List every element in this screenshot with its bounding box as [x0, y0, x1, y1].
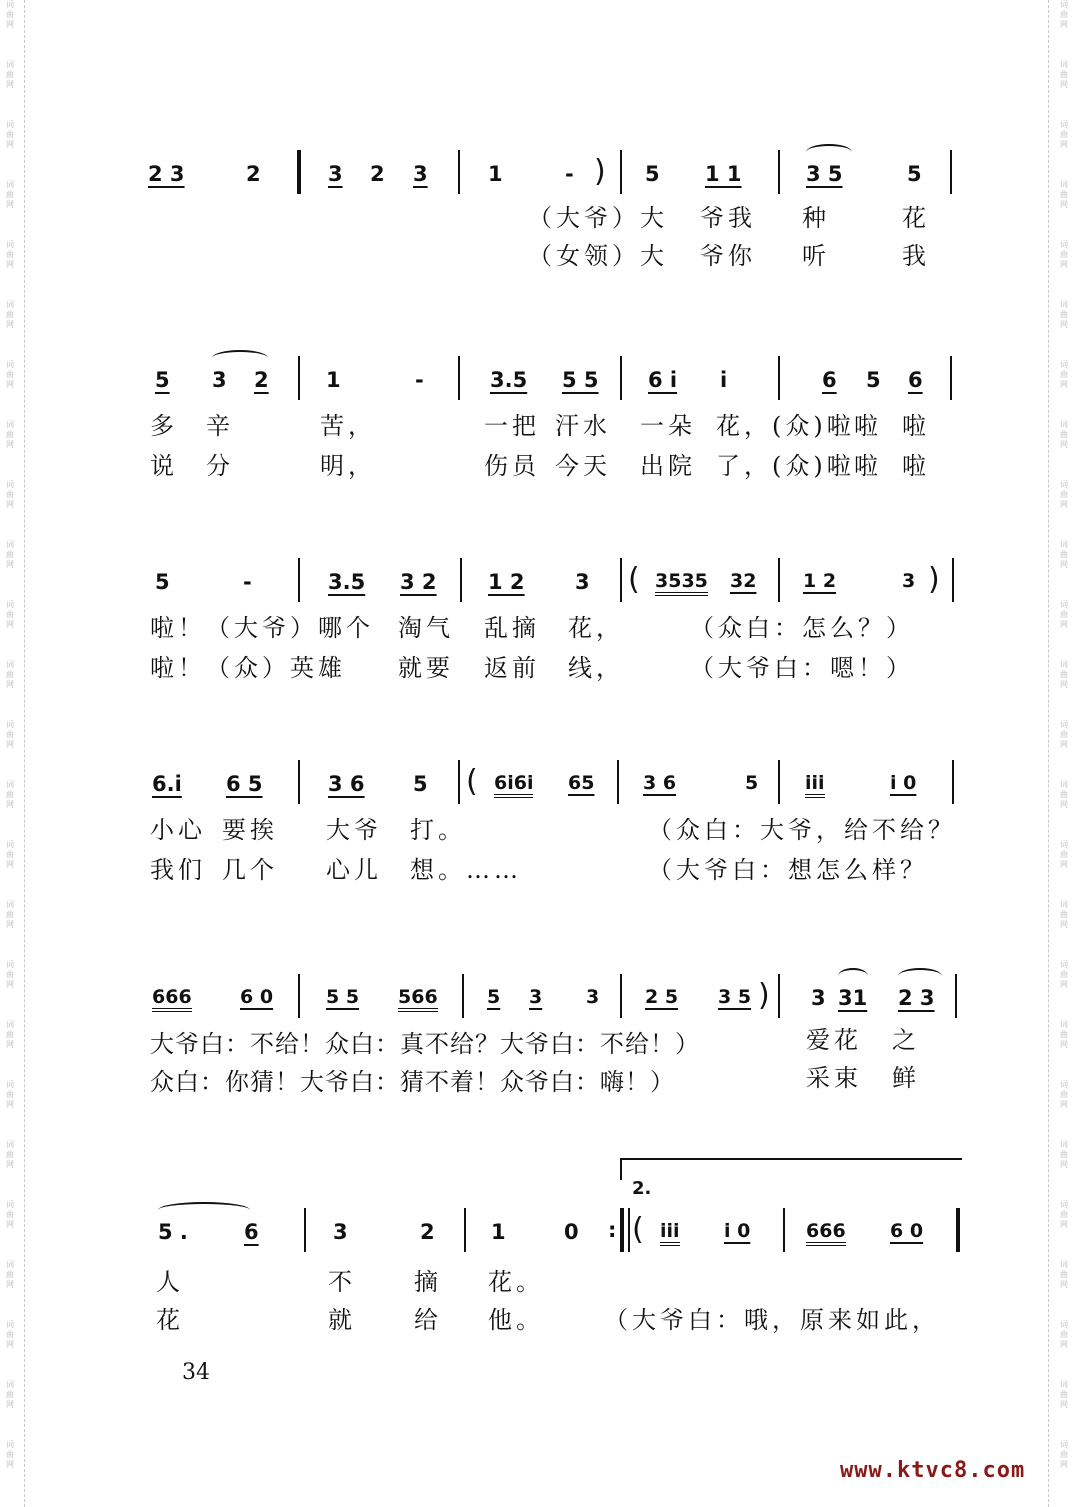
note: 3 [212, 368, 227, 392]
note: 6 0 [240, 986, 274, 1008]
note: 3 [586, 986, 600, 1008]
lyric: 啦 [902, 412, 930, 440]
note: 0 [564, 1220, 579, 1244]
lyric: 出院 [640, 452, 696, 480]
lyric: （女领）大 [528, 242, 668, 270]
note: 3 6 [328, 772, 365, 796]
margin-watermark-text: 词 曲 网 [6, 600, 14, 629]
repeat-barline [620, 1208, 624, 1252]
lyric: （众白：大爷，给不给？ [648, 816, 956, 844]
slur [838, 968, 868, 984]
margin-watermark-text: 词 曲 网 [6, 780, 14, 809]
note: 3 2 [400, 570, 437, 594]
open-paren: ( [466, 764, 478, 799]
lyric: 几个 [222, 856, 278, 884]
lyric: 啦！（众）英雄 [150, 654, 346, 682]
margin-watermark-text: 词 曲 网 [1060, 1320, 1068, 1349]
note: 5 [866, 368, 881, 392]
lyric: 明， [320, 452, 376, 480]
note: 6 0 [890, 1220, 924, 1242]
barline [304, 1208, 306, 1252]
barline [462, 974, 464, 1018]
note: 3 [902, 570, 916, 592]
margin-watermark-text: 词 曲 网 [1060, 660, 1068, 689]
lyric: 花 [156, 1306, 184, 1334]
margin-watermark-text: 词 曲 网 [6, 240, 14, 269]
note: 1 2 [803, 570, 837, 592]
barline [778, 150, 780, 194]
margin-watermark-text: 词 曲 网 [6, 300, 14, 329]
margin-watermark-text: 词 曲 网 [6, 840, 14, 869]
lyric: （大爷白：嗯！） [690, 654, 914, 682]
margin-watermark-text: 词 曲 网 [6, 660, 14, 689]
lyric: 花。 [488, 1268, 544, 1296]
note: 5 5 [326, 986, 360, 1008]
note: 5 [155, 570, 170, 594]
margin-watermark-text: 词 曲 网 [1060, 120, 1068, 149]
lyric: 汗水 [555, 412, 611, 440]
note: 3 [413, 162, 428, 186]
note: 6.i [152, 772, 182, 796]
lyric: 分 [206, 452, 234, 480]
lyric: 小心 [150, 816, 206, 844]
lyric: 我们 [150, 856, 206, 884]
lyric: 一朵 [640, 412, 696, 440]
margin-watermark-text: 词 曲 网 [6, 480, 14, 509]
note: 3 [811, 986, 826, 1010]
note: 6 i [648, 368, 678, 392]
system-4 [0, 764, 1074, 922]
margin-watermark-text: 词 曲 网 [1060, 720, 1068, 749]
margin-watermark-text: 词 曲 网 [6, 1020, 14, 1049]
lyric: 大爷 [326, 816, 382, 844]
barline [955, 974, 957, 1018]
note: 6i6i [494, 772, 533, 798]
margin-watermark-text: 词 曲 网 [1060, 900, 1068, 929]
note: 6 [908, 368, 923, 392]
site-watermark: www.ktvc8.com [840, 1458, 1026, 1483]
lyric: 苦， [320, 412, 376, 440]
note: i [720, 368, 728, 392]
lyric: 不 [328, 1268, 356, 1296]
margin-watermark-text: 词 曲 网 [1060, 960, 1068, 989]
note: 566 [398, 986, 438, 1012]
margin-watermark-text: 词 曲 网 [1060, 600, 1068, 629]
barline [620, 356, 622, 400]
note: 2 [246, 162, 261, 186]
note: 6 5 [226, 772, 263, 796]
margin-watermark-text: 词 曲 网 [1060, 360, 1068, 389]
margin-watermark-text: 词 曲 网 [6, 1320, 14, 1349]
lyric: 就 [328, 1306, 356, 1334]
note: 31 [838, 986, 868, 1010]
lyric: 爷我 [700, 204, 756, 232]
note: iii [805, 772, 825, 798]
lyric: 花，(众)啦 [716, 412, 855, 440]
lyric: （大爷白：哦，原来如此， [604, 1306, 940, 1334]
note: 32 [730, 570, 757, 592]
note: 2 [420, 1220, 435, 1244]
lyric: 花 [902, 204, 930, 232]
margin-watermark-text: 词 曲 网 [1060, 420, 1068, 449]
note: 3 [333, 1220, 348, 1244]
margin-watermark-text: 词 曲 网 [6, 900, 14, 929]
margin-watermark-text: 词 曲 网 [1060, 240, 1068, 269]
lyric: 就要 [398, 654, 454, 682]
lyric: 辛 [206, 412, 234, 440]
margin-watermark-text: 词 曲 网 [1060, 0, 1068, 29]
note: 5 [645, 162, 660, 186]
margin-watermark-text: 词 曲 网 [6, 180, 14, 209]
margin-watermark-text: 词 曲 网 [6, 420, 14, 449]
note: iii [660, 1220, 680, 1246]
barline [458, 760, 460, 804]
barline [298, 356, 300, 400]
close-paren: ) [758, 978, 770, 1013]
lyric: 今天 [555, 452, 611, 480]
note: 1 [491, 1220, 506, 1244]
lyric: 种 [802, 204, 830, 232]
margin-watermark-text: 词 曲 网 [6, 1140, 14, 1169]
note: 65 [568, 772, 595, 794]
note: 5 . [158, 1220, 188, 1244]
lyric: 了，(众)啦 [716, 452, 855, 480]
lyric: 他。 [488, 1306, 544, 1334]
margin-watermark-text: 词 曲 网 [6, 1080, 14, 1109]
margin-watermark-text: 词 曲 网 [1060, 1140, 1068, 1169]
barline [778, 974, 780, 1018]
note: 3 [529, 986, 543, 1008]
lyric: 啦 [854, 412, 882, 440]
barline [778, 760, 780, 804]
note: 5 [487, 986, 501, 1008]
margin-watermark-text: 词 曲 网 [1060, 480, 1068, 509]
margin-watermark-text: 词 曲 网 [6, 540, 14, 569]
barline [617, 760, 619, 804]
margin-watermark-text: 词 曲 网 [6, 360, 14, 389]
barline [956, 1208, 960, 1252]
margin-watermark-text: 词 曲 网 [1060, 1080, 1068, 1109]
slur [212, 350, 268, 366]
lyric: 啦 [902, 452, 930, 480]
note: 2 [254, 368, 269, 392]
lyric: 之 [892, 1026, 920, 1054]
margin-watermark-text: 词 曲 网 [6, 1200, 14, 1229]
lyric: 花， [568, 614, 624, 642]
lyric: （众白：怎么？） [690, 614, 914, 642]
note: 3 6 [643, 772, 677, 794]
barline [298, 760, 300, 804]
lyric: 淘气 [398, 614, 454, 642]
lyric: 我 [902, 242, 930, 270]
lyric: 人 [156, 1268, 184, 1296]
barline [458, 150, 460, 194]
note: 3 [575, 570, 590, 594]
system-5 [0, 978, 1074, 1136]
slur [158, 1202, 250, 1218]
note: 1 1 [705, 162, 742, 186]
margin-watermark-text: 词 曲 网 [1060, 1380, 1068, 1409]
note: 1 [326, 368, 341, 392]
note: 3.5 [490, 368, 528, 392]
margin-watermark-text: 词 曲 网 [6, 120, 14, 149]
lyric: 摘 [414, 1268, 442, 1296]
system-3 [0, 562, 1074, 720]
note: - [243, 570, 252, 594]
margin-watermark-text: 词 曲 网 [1060, 1260, 1068, 1289]
barline [458, 356, 460, 400]
note: 3 [328, 162, 343, 186]
open-paren: ( [628, 562, 640, 597]
note: 666 [806, 1220, 846, 1246]
lyric: 一把 [484, 412, 540, 440]
barline [783, 1208, 785, 1252]
note: 5 [155, 368, 170, 392]
note: i 0 [890, 772, 917, 794]
note: 3.5 [328, 570, 366, 594]
margin-watermark-text: 词 曲 网 [6, 720, 14, 749]
barline [298, 558, 300, 602]
margin-watermark-text: 词 曲 网 [1060, 780, 1068, 809]
margin-watermark-text: 词 曲 网 [1060, 60, 1068, 89]
barline [778, 558, 780, 602]
note: - [415, 368, 424, 392]
lyric: （大爷）大 [528, 204, 668, 232]
note: 5 [907, 162, 922, 186]
margin-watermark-text: 词 曲 网 [6, 0, 14, 29]
lyric: 众白：你猜！大爷白：猜不着！众爷白：嗨！） [150, 1068, 675, 1096]
barline [952, 760, 954, 804]
barline [952, 558, 954, 602]
margin-watermark-text: 词 曲 网 [1060, 1020, 1068, 1049]
barline [464, 1208, 466, 1252]
lyric: 爷你 [700, 242, 756, 270]
margin-watermark-text: 词 曲 网 [1060, 840, 1068, 869]
system-1 [0, 154, 1074, 312]
lyric: （大爷白：想怎么样？ [648, 856, 928, 884]
lyric: 鲜 [892, 1064, 920, 1092]
note: 2 3 [148, 162, 185, 186]
note: - [565, 162, 574, 186]
lyric: 大爷白：不给！众白：真不给？大爷白：不给！） [150, 1030, 700, 1058]
lyric: 啦！（大爷）哪个 [150, 614, 374, 642]
note: 6 [244, 1220, 259, 1244]
lyric: 说 [150, 452, 178, 480]
open-paren: ( [632, 1212, 644, 1247]
barline [298, 974, 300, 1018]
lyric: 要挨 [222, 816, 278, 844]
margin-watermark-text: 词 曲 网 [6, 1260, 14, 1289]
lyric: 听 [802, 242, 830, 270]
barline [620, 150, 622, 194]
margin-watermark-text: 词 曲 网 [1060, 300, 1068, 329]
note: 6 [822, 368, 837, 392]
note: 1 [488, 162, 503, 186]
slur [806, 144, 852, 160]
lyric: 啦 [854, 452, 882, 480]
barline [297, 150, 301, 194]
margin-watermark-text: 词 曲 网 [6, 60, 14, 89]
lyric: 多 [150, 412, 178, 440]
note: 1 2 [488, 570, 525, 594]
margin-watermark-text: 词 曲 网 [1060, 1200, 1068, 1229]
volta-bracket [620, 1158, 962, 1180]
note: 2 [370, 162, 385, 186]
page-number: 34 [182, 1360, 210, 1385]
note: 5 [413, 772, 428, 796]
barline [950, 356, 952, 400]
margin-watermark-text: 词 曲 网 [6, 1380, 14, 1409]
note: 3 5 [718, 986, 752, 1008]
close-paren: ) [594, 154, 606, 189]
barline [628, 1208, 630, 1252]
close-paren: ) [928, 562, 940, 597]
note: i 0 [724, 1220, 751, 1242]
volta-label: 2. [632, 1178, 652, 1199]
lyric: 返前 [484, 654, 540, 682]
lyric: 心儿 [326, 856, 382, 884]
lyric: 给 [414, 1306, 442, 1334]
margin-watermark-text: 词 曲 网 [1060, 540, 1068, 569]
slur [898, 968, 942, 984]
margin-watermark-text: 词 曲 网 [1060, 1440, 1068, 1469]
note: 3535 [655, 570, 708, 596]
lyric: 乱摘 [484, 614, 540, 642]
barline [620, 974, 622, 1018]
margin-watermark-text: 词 曲 网 [1060, 180, 1068, 209]
lyric: 线， [568, 654, 624, 682]
system-2 [0, 368, 1074, 518]
barline [778, 356, 780, 400]
lyric: 爱花 [806, 1026, 862, 1054]
note: 666 [152, 986, 192, 1012]
barline [950, 150, 952, 194]
lyric: 伤员 [484, 452, 540, 480]
barline [460, 558, 462, 602]
note: 5 5 [562, 368, 599, 392]
lyric: 想。…… [410, 856, 522, 884]
note: 2 5 [645, 986, 679, 1008]
lyric: 采束 [806, 1064, 862, 1092]
repeat-dots: : [608, 1218, 617, 1242]
margin-watermark-text: 词 曲 网 [6, 1440, 14, 1469]
note: 3 5 [806, 162, 843, 186]
barline [620, 558, 622, 602]
margin-watermark-text: 词 曲 网 [6, 960, 14, 989]
note: 2 3 [898, 986, 935, 1010]
lyric: 打。 [410, 816, 466, 844]
note: 5 [745, 772, 759, 794]
